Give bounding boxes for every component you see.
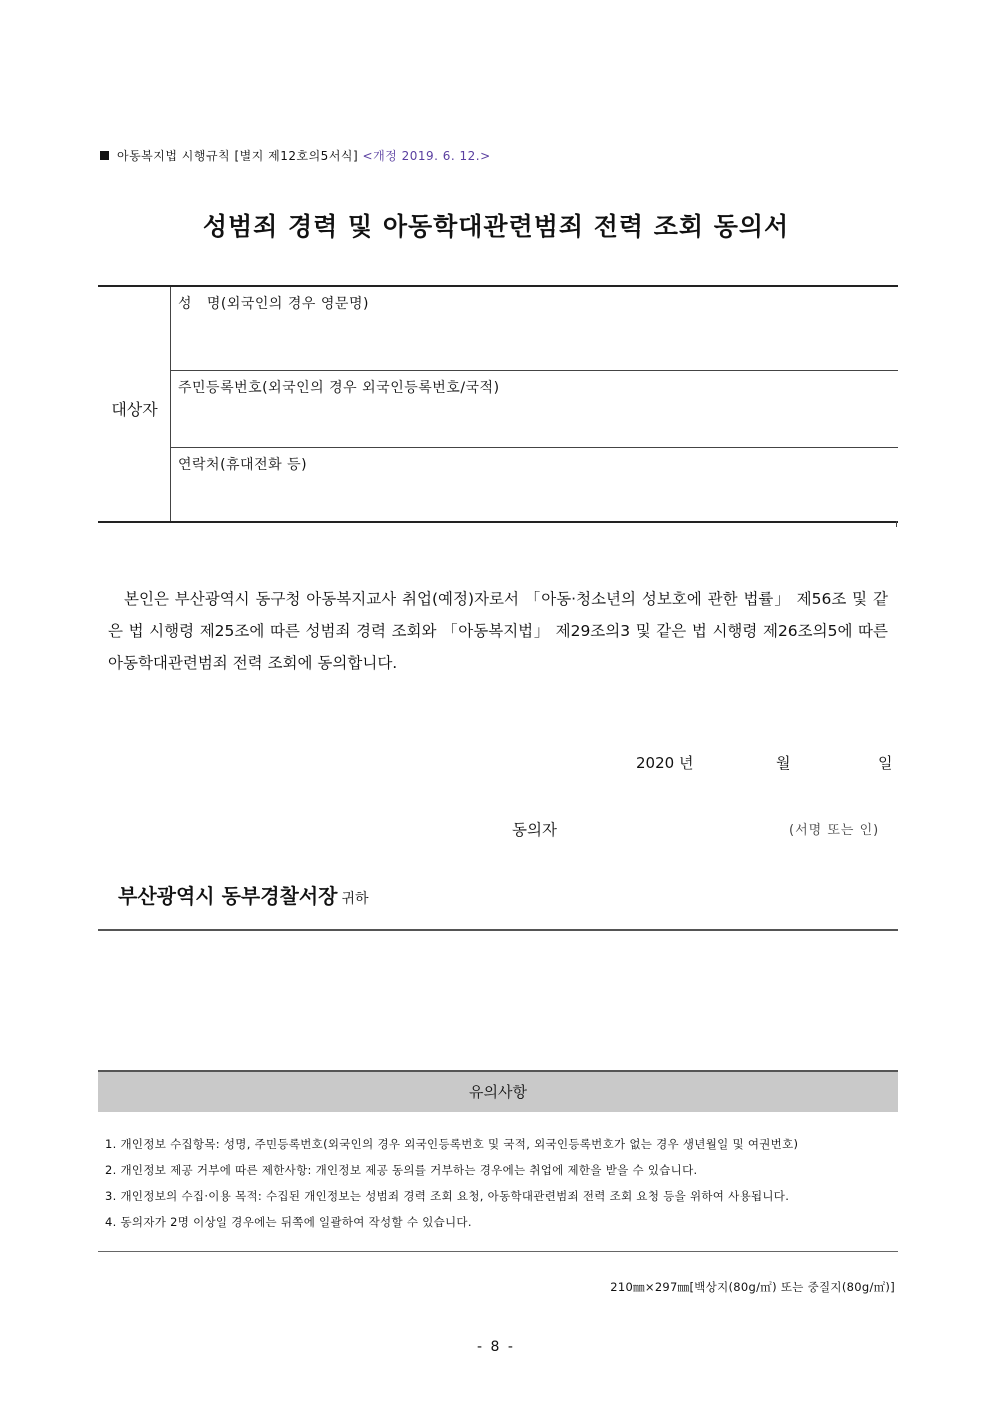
contact-field-label: 연락처(휴대전화 등) bbox=[178, 457, 308, 473]
subject-label: 대상자 bbox=[111, 400, 158, 419]
divider bbox=[98, 929, 898, 931]
list-item: 1. 개인정보 수집항목: 성명, 주민등록번호(외국인의 경우 외국인등록번호 및 국적, 외국인등록번호가 없는 경우 생년월일 및 여권번호) bbox=[105, 1137, 799, 1151]
list-item: 2. 개인정보 제공 거부에 따른 제한사항: 개인정보 제공 동의를 거부하는 경우에는 취업에 제한을 받을 수 있습니다. bbox=[105, 1163, 698, 1177]
addressee-name: 부산광역시 동부경찰서장 bbox=[118, 884, 338, 908]
name-field-label: 성 명(외국인의 경우 영문명) bbox=[178, 296, 369, 312]
date-year: 2020 년 bbox=[636, 754, 694, 772]
form-header bbox=[100, 147, 491, 164]
form-title: 성범죄 경력 및 아동학대관련범죄 전력 조회 동의서 bbox=[202, 212, 790, 241]
subject-label-column bbox=[98, 287, 171, 521]
list-item: 4. 동의자가 2명 이상일 경우에는 뒤쪽에 일괄하여 작성할 수 있습니다. bbox=[105, 1215, 472, 1229]
revision-date: <개정 2019. 6. 12.> bbox=[362, 149, 491, 163]
id-number-field[interactable] bbox=[171, 371, 898, 448]
regulation-reference: 아동복지법 시행규칙 [별지 제12호의5서식] bbox=[117, 149, 359, 163]
signer-label: 동의자 bbox=[512, 821, 557, 839]
page-number: - 8 - bbox=[477, 1339, 515, 1355]
date-day: 일 bbox=[878, 754, 893, 772]
divider bbox=[98, 1251, 898, 1252]
paper-spec: 210㎜×297㎜[백상지(80g/㎡) 또는 중질지(80g/㎡)] bbox=[610, 1280, 895, 1294]
date-month: 월 bbox=[776, 754, 791, 772]
subject-table bbox=[98, 285, 898, 523]
name-field[interactable] bbox=[171, 287, 898, 371]
table-edge-tick bbox=[896, 521, 897, 527]
addressee-suffix: 귀하 bbox=[341, 891, 369, 907]
black-square-icon bbox=[100, 151, 109, 160]
contact-field[interactable] bbox=[171, 448, 898, 523]
list-item: 3. 개인정보의 수집·이용 목적: 수집된 개인정보는 성범죄 경력 조회 요청, 아동학대관련범죄 전력 조회 요청 등을 위하여 사용됩니다. bbox=[105, 1189, 790, 1203]
notes-list bbox=[105, 1136, 897, 1240]
addressee bbox=[118, 880, 369, 909]
consent-statement: 본인은 부산광역시 동구청 아동복지교사 취업(예정)자로서 「아동·청소년의 성보호에 관한 법률」 제56조 및 같은 법 시행령 제25조에 따른 성범죄 경력 조회와 「아동복지법」 제29조의3 및 같은 법 시행령 제26조의5에 따른 아동학대관련범죄 전력 조회에 동의합니다. bbox=[108, 590, 888, 672]
id-number-field-label: 주민등록번호(외국인의 경우 외국인등록번호/국적) bbox=[178, 380, 500, 396]
notes-heading: 유의사항 bbox=[98, 1070, 898, 1112]
signature-hint: (서명 또는 인) bbox=[789, 823, 880, 838]
